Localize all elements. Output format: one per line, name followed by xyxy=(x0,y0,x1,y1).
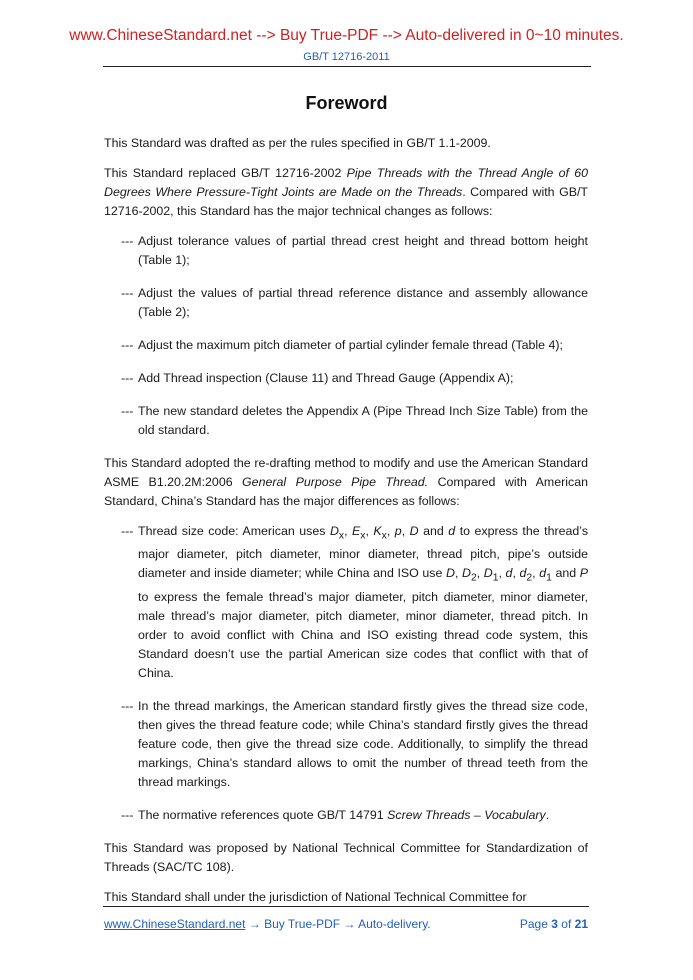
paragraph-replaced-standard: This Standard replaced GB/T 12716-2002 Pipe Threads with the Thread Angle of 60 Degrees Where Pressure-Tight Joints are Made on the Threads. Compared with GB/T 12716-2002, this Standard has the major technical changes as follows: xyxy=(104,166,588,218)
list-item-text: The new standard deletes the Appendix A (Pipe Thread Inch Size Table) from the old standard. xyxy=(138,404,588,437)
total-pages: 21 xyxy=(574,917,588,931)
arrow-icon: → xyxy=(248,917,261,931)
arrow-icon: → xyxy=(343,917,356,931)
list-item-text: The normative references quote GB/T 14791 Screw Threads – Vocabulary. xyxy=(138,807,550,822)
list-dash: --- xyxy=(121,286,134,300)
foreword-body xyxy=(104,134,588,918)
list-item xyxy=(104,806,588,825)
paragraph-drafting-rules: This Standard was drafted as per the rules specified in GB/T 1.1-2009. xyxy=(104,136,491,150)
paragraph-proposed-by: This Standard was proposed by National Technical Committee for Standardization of Threads (SAC/TC 108). xyxy=(104,840,588,874)
footer-site-link[interactable]: www.ChineseStandard.net xyxy=(104,917,246,931)
list-dash: --- xyxy=(121,338,134,352)
list-dash: --- xyxy=(121,234,134,248)
list-item xyxy=(104,284,588,322)
site-banner[interactable]: www.ChineseStandard.net --> Buy True-PDF --> Auto-delivered in 0~10 minutes. xyxy=(69,27,624,44)
list-dash: --- xyxy=(121,371,134,385)
list-item xyxy=(104,522,588,683)
list-item-text: Add Thread inspection (Clause 11) and Thread Gauge (Appendix A); xyxy=(138,371,514,385)
footer-buy-link[interactable]: Buy True-PDF xyxy=(264,917,341,931)
replaced-standard-title: Pipe Threads with the Thread Angle of 60 Degrees Where Pressure-Tight Joints are Made on the Threads xyxy=(104,166,588,199)
list-dash: --- xyxy=(121,524,134,538)
paragraph-adoption: This Standard adopted the re-drafting method to modify and use the American Standard ASME B1.20.2M:2006 General Purpose Pipe Thread. Compared with American Standard, China’s Standard has the major differences as follows: xyxy=(104,456,588,508)
paragraph-jurisdiction: This Standard shall under the jurisdiction of National Technical Committee for xyxy=(104,889,527,904)
adopted-standard-title: General Purpose Pipe Thread. xyxy=(242,475,429,489)
list-item xyxy=(104,336,588,355)
list-item xyxy=(104,697,588,792)
footer-links xyxy=(104,917,431,931)
vocabulary-title: Screw Threads – Vocabulary xyxy=(387,807,546,822)
list-item xyxy=(104,402,588,440)
page-title: Foreword xyxy=(305,93,388,113)
list-item-text: Thread size code: American uses $D_x$, $E_x$, $K_x$, p, D and d to express the thread’s major diameter, pitch diameter, minor diameter, thread pitch, pipe’s outside diameter and inside diameter; while China and ISO use D, $D_2$, $D_1$, d, $d_2$, $d_1$ and P to express the female thread’s major diameter, pitch diameter, minor diameter, male thread’s major diameter, pitch diameter, minor diameter, thread pitch. In order to avoid conflict with China and ISO existing thread code system, this Standard doesn’t use the partial American size codes that conflict with that of China. xyxy=(138,524,589,680)
list-dash: --- xyxy=(121,807,134,822)
list-dash: --- xyxy=(121,404,134,418)
list-dash: --- xyxy=(121,698,134,713)
current-page: 3 xyxy=(551,917,558,931)
list-item-text: Adjust the maximum pitch diameter of partial cylinder female thread (Table 4); xyxy=(138,338,563,352)
list-item xyxy=(104,232,588,270)
list-item-text: In the thread markings, the American standard firstly gives the thread size code, then gives the thread feature code; while China’s standard firstly gives the thread feature code, then give the thread size code. Additionally, to simplify the thread markings, China’s standard allows to omit the number of thread teeth from the thread markings. xyxy=(138,698,588,789)
page-indicator: Page 3 of 21 xyxy=(519,917,588,931)
list-item-text: Adjust the values of partial thread reference distance and assembly allowance (Table 2); xyxy=(138,286,588,319)
footer-delivery-text: Auto-delivery. xyxy=(358,917,431,931)
footer-divider xyxy=(103,906,589,907)
list-item xyxy=(104,369,588,388)
document-number: GB/T 12716-2011 xyxy=(303,51,390,63)
header-divider xyxy=(103,66,591,67)
list-item-text: Adjust tolerance values of partial thread crest height and thread bottom height (Table 1); xyxy=(138,234,588,267)
